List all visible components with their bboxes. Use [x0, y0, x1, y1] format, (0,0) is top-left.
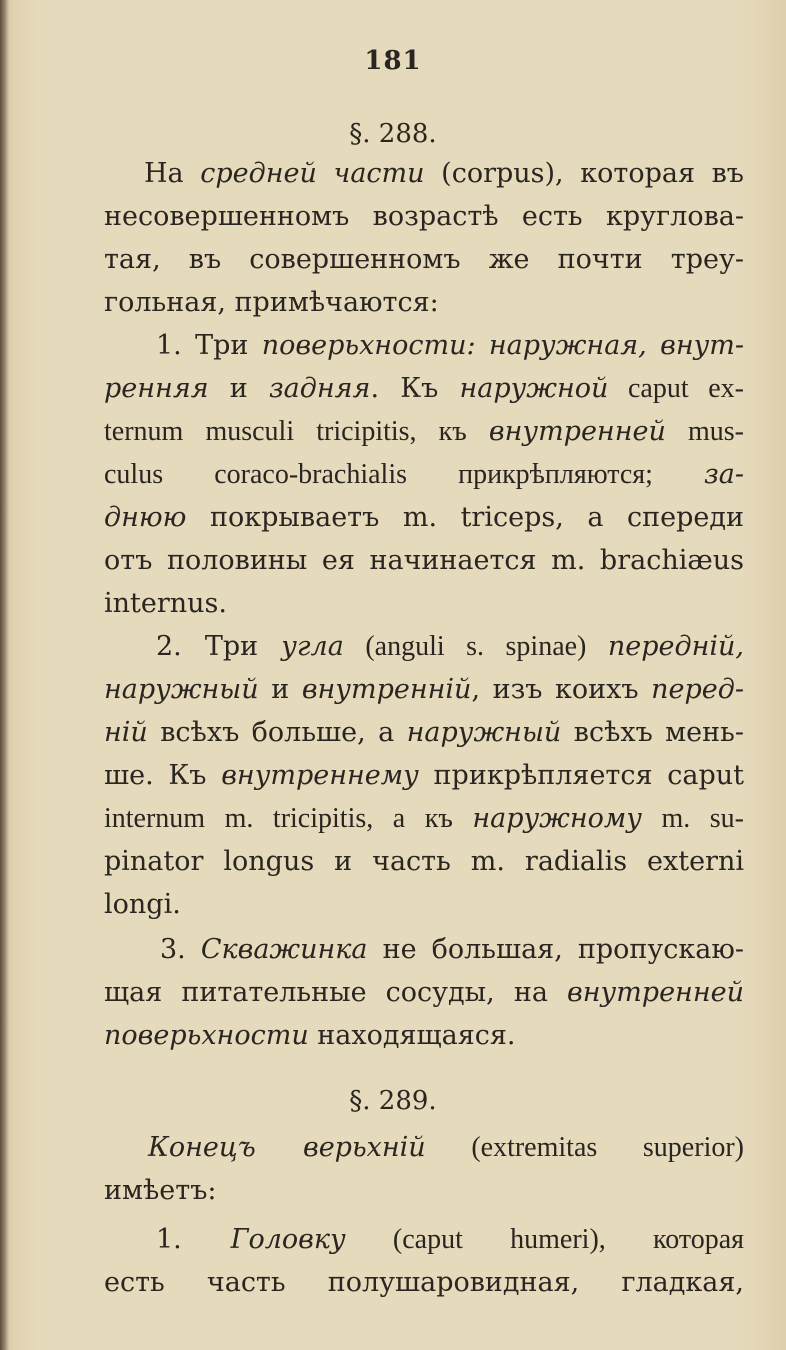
- text-line: 1. Головку (caput humeri), которая: [156, 1224, 744, 1255]
- section-heading-288: §. 288.: [349, 119, 437, 149]
- text-line: culus coraco-brachialis прикрѣпляются; за-: [104, 459, 744, 490]
- page-number: 181: [364, 46, 422, 76]
- text-line: internum m. tricipitis, а къ наружному m. su-: [104, 803, 745, 834]
- text-line: ше. Къ внутреннему прикрѣпляется caput: [104, 760, 744, 791]
- text-line: имѣетъ:: [104, 1175, 217, 1206]
- text-line: есть часть полушаровидная, гладкая,: [104, 1267, 744, 1298]
- text-line: гольная, примѣчаются:: [104, 287, 439, 318]
- binding-shadow: [0, 0, 9, 1350]
- text-line: На средней части (corpus), которая въ: [144, 158, 744, 189]
- text-line: тая, въ совершенномъ же почти треу-: [104, 244, 744, 275]
- text-line: 1. Три поверьхности: наружная, внут-: [156, 330, 744, 361]
- text-line: щая питательные сосуды, на внутренней: [104, 977, 744, 1008]
- text-line: longi.: [104, 889, 181, 920]
- text-line: 2. Три угла (anguli s. spinae) передній,: [156, 631, 745, 662]
- text-line: отъ половины ея начинается m. brachiæus: [104, 545, 744, 576]
- text-line: ternum musculi tricipitis, къ внутренней mus-: [104, 416, 745, 447]
- section-heading-289: §. 289.: [349, 1086, 437, 1116]
- text-line: ренняя и задняя. Къ наружной caput ex-: [104, 373, 744, 404]
- text-line: 3. Скважинка не большая, пропускаю-: [160, 934, 744, 965]
- text-line: днюю покрываетъ m. triceps, а спереди: [104, 502, 744, 533]
- text-line: наружный и внутренній, изъ коихъ перед-: [104, 674, 744, 705]
- text-line: internus.: [104, 588, 227, 619]
- text-line: pinator longus и часть m. radialis externi: [104, 846, 744, 877]
- text-line: несовершенномъ возрастѣ есть круглова-: [104, 201, 744, 232]
- text-line: Конецъ верьхній (extremitas superior): [148, 1132, 744, 1163]
- text-line: поверьхности находящаяся.: [104, 1020, 516, 1051]
- text-line: ній всѣхъ больше, а наружный всѣхъ мень-: [104, 717, 744, 748]
